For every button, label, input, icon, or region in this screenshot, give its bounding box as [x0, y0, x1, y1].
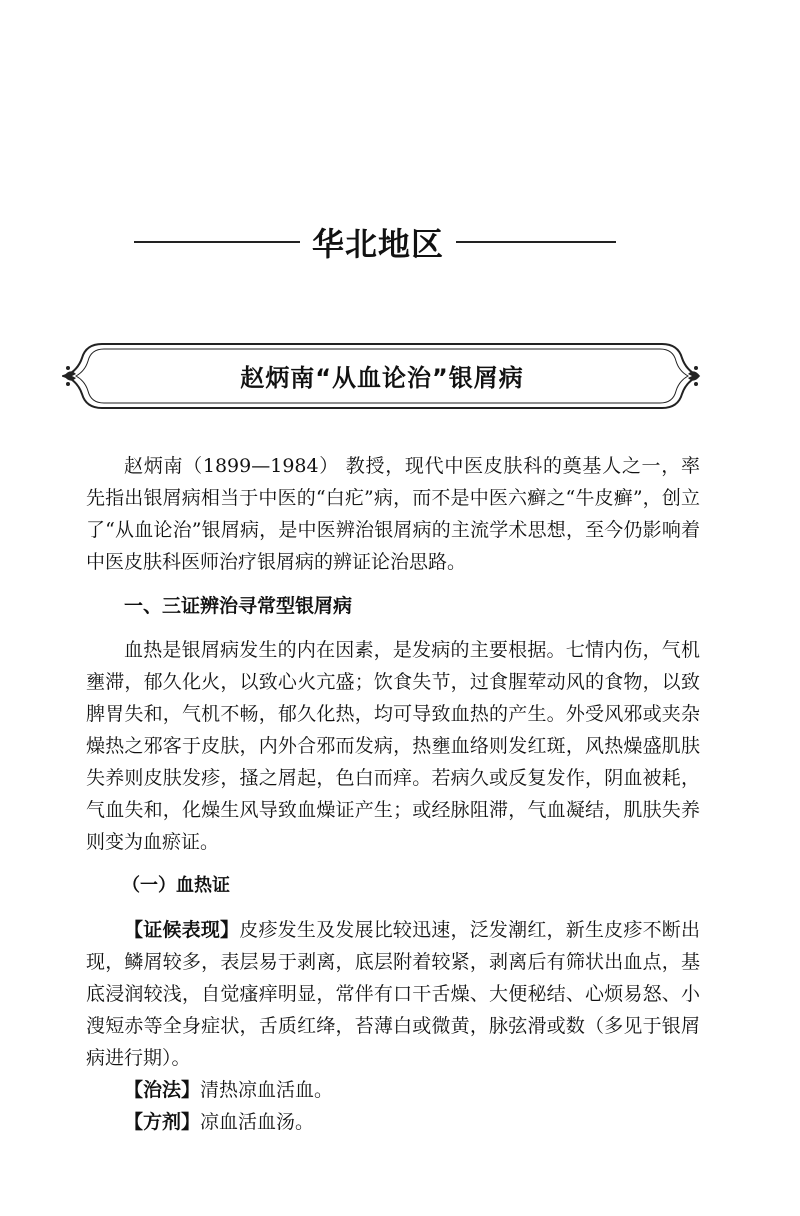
treatment-paragraph — [86, 1074, 700, 1106]
prescription-label: 【方剂】 — [124, 1111, 201, 1133]
syndrome-label: 【证候表现】 — [124, 919, 240, 941]
prescription-text: 凉血活血汤。 — [200, 1111, 315, 1133]
intro-paragraph: 赵炳南（1899—1984） 教授，现代中医皮肤科的奠基人之一，率先指出银屑病相当于中医的“白疕”病，而不是中医六癣之“牛皮癣”，创立了“从血论治”银屑病，是中医辨治银屑病的主流学术思想，至今仍影响着中医皮肤科医师治疗银屑病的辨证论治思路。 — [86, 455, 700, 573]
prescription-paragraph — [86, 1106, 700, 1138]
region-title — [0, 215, 800, 269]
section-heading: 一、三证辨治寻常型银屑病 — [124, 595, 353, 617]
article-title: 赵炳南“从血论治”银屑病 — [240, 364, 524, 392]
title-rule-left — [134, 241, 300, 243]
treatment-text: 清热凉血活血。 — [200, 1079, 334, 1101]
article-body — [86, 450, 700, 1138]
region-title-text: 华北地区 — [311, 225, 444, 263]
syndrome-text: 皮疹发生及发展比较迅速，泛发潮红，新生皮疹不断出现，鳞屑较多，表层易于剥离，底层附着较紧，剥离后有筛状出血点，基底浸润较浅，自觉瘙痒明显，常伴有口干舌燥、大便秘结、心烦易怒、小溲短赤等全身症状，舌质红绛，苔薄白或微黄，脉弦滑或数（多见于银屑病进行期）。 — [86, 919, 700, 1069]
treatment-label: 【治法】 — [124, 1079, 201, 1101]
subsection-heading: （一）血热证 — [122, 875, 230, 896]
article-title-banner — [62, 340, 702, 412]
section-paragraph: 血热是银屑病发生的内在因素，是发病的主要根据。七情内伤，气机壅滞，郁久化火，以致心火亢盛；饮食失节，过食腥荤动风的食物，以致脾胃失和，气机不畅，郁久化热，均可导致血热的产生。外受风邪或夹杂燥热之邪客于皮肤，内外合邪而发病，热壅血络则发红斑，风热燥盛肌肤失养则皮肤发疹，搔之屑起，色白而痒。若病久或反复发作，阴血被耗，气血失和，化燥生风导致血燥证产生；或经脉阻滞，气血凝结，肌肤失养则变为血瘀证。 — [86, 639, 700, 853]
syndrome-paragraph — [86, 914, 700, 1074]
title-rule-right — [456, 241, 616, 243]
